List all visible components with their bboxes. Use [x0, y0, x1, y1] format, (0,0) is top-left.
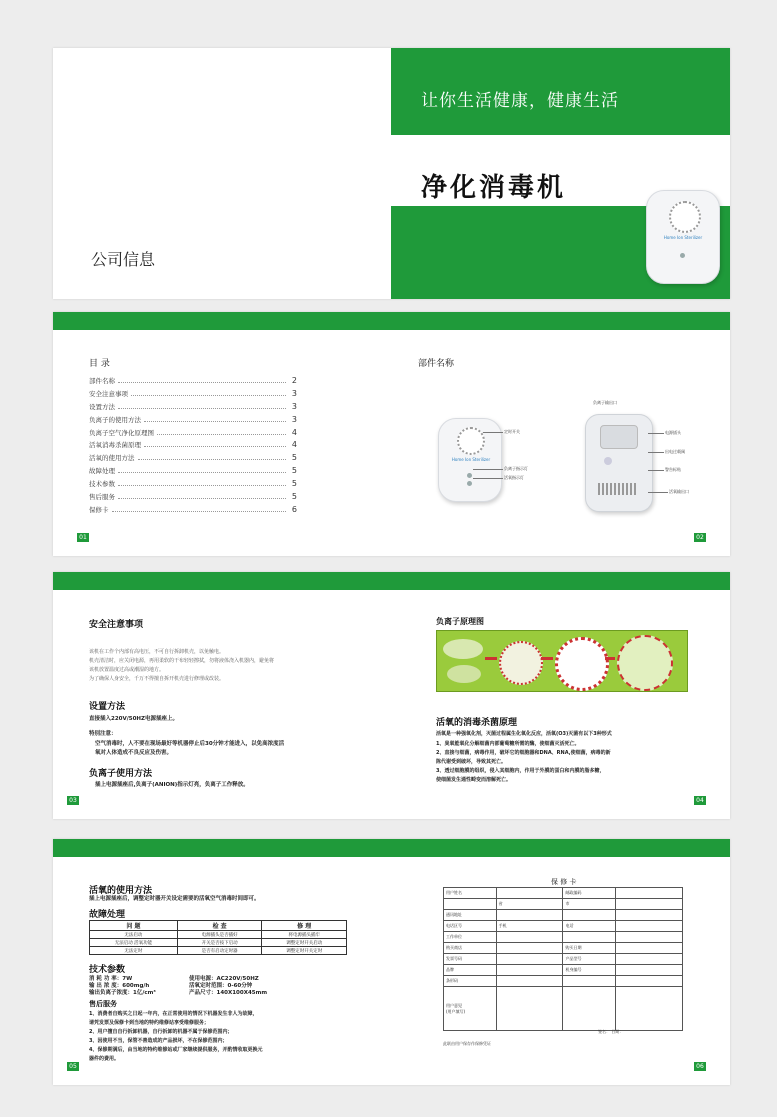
warranty-card-row [444, 943, 683, 954]
page-number: 05 [67, 1062, 79, 1071]
warranty-card-cell: 市 [563, 899, 616, 910]
spec-list [89, 976, 389, 997]
warranty-card-cell: 通讯地址 [444, 910, 497, 921]
diagram-cell [499, 641, 543, 685]
toc-leader-dots [112, 507, 287, 512]
toc-leader-dots [138, 455, 287, 460]
toc-item-label: 负离子空气净化原理图 [89, 428, 154, 437]
list-item: 4、保修期满后，由当地的特约维修站或厂家继续提供服务，并酌情收取更换元 [89, 1047, 263, 1053]
device-back-photo [585, 414, 653, 512]
table-cell: 无法启动 活氧功能 [90, 939, 178, 947]
warranty-card-row [444, 899, 683, 910]
toc-leader-dots [144, 417, 286, 422]
warranty-card-cell [496, 932, 563, 943]
green-band [53, 572, 730, 590]
warranty-card-row [444, 954, 683, 965]
warranty-card-row [444, 976, 683, 987]
table-header-row [90, 921, 347, 931]
warranty-card-row [444, 965, 683, 976]
toc-item-page: 3 [291, 414, 297, 424]
toc-item [89, 464, 297, 477]
table-cell: 调整定时开关启动 [262, 939, 347, 947]
table-cell: 电源插头是否插好 [177, 931, 262, 939]
list-item: 3、因使用不当，保管不善造成的产品损坏，不在保修范围内； [89, 1038, 228, 1044]
safety-page [53, 572, 730, 819]
indicator-light-icon [680, 253, 685, 258]
toc-leader-dots [118, 404, 286, 409]
warranty-card-cell [563, 976, 616, 987]
warranty-card-cell: 用户意见 (用户填写) [444, 987, 497, 1031]
column-header: 检 查 [177, 921, 262, 931]
warranty-card-cell [496, 976, 563, 987]
safety-title: 安全注意事项 [89, 620, 144, 630]
text-line: 为了确保人身安全，千万不得擅自拆开机壳进行修理或改装。 [89, 676, 225, 682]
table-cell: 开关是否按下启动 [177, 939, 262, 947]
fault-title: 故障处理 [89, 910, 126, 920]
warranty-card-cell [496, 888, 563, 899]
service-list [89, 1010, 389, 1064]
warranty-card-cell [616, 987, 683, 1031]
usage-title: 活氧的使用方法 [89, 886, 153, 896]
toc-item-page: 3 [291, 401, 297, 411]
arrow-icon [485, 657, 497, 660]
toc-item-page: 5 [291, 491, 297, 501]
card-sign-line: 签名： 日期： [598, 1029, 624, 1034]
green-band [53, 839, 730, 857]
table-cell: 调整定时开关定时 [262, 947, 347, 955]
callout-label: 负离子指示灯 [504, 466, 528, 471]
warranty-card-cell [616, 910, 683, 921]
diagram-title: 负离子原理图 [436, 617, 484, 626]
toc-item-page: 2 [291, 375, 297, 385]
oxygen-intro: 活氧是一种强氧化剂，灭菌过程属生化氧化反应，活氧(O3)灭菌有以下3种形式 [436, 731, 612, 737]
toc-item [89, 387, 297, 400]
warranty-card-cell [616, 921, 683, 932]
warranty-card-cell [496, 954, 563, 965]
page-number: 03 [67, 796, 79, 805]
toc-item-label: 部件名称 [89, 376, 115, 385]
list-item: 2、直接与细菌，病毒作用，破坏它的细胞器和DNA、RNA,使细菌，病毒的新 [436, 750, 611, 756]
warranty-card-cell [616, 943, 683, 954]
plug-icon [600, 425, 638, 449]
toc-title: 目 录 [89, 359, 110, 369]
toc-item-page: 5 [291, 453, 297, 463]
product-title: 净化消毒机 [421, 173, 567, 203]
warranty-card-cell: 条形码 [444, 976, 497, 987]
note-text [95, 740, 355, 758]
callout-label: 出电过载阀 [665, 449, 685, 454]
toc-leader-dots [144, 442, 286, 447]
timer-dial-icon [669, 201, 701, 233]
table-cell: 无法定时 [90, 947, 178, 955]
list-item: 陈代谢受到破坏，导致其死亡。 [436, 759, 507, 765]
warranty-card-row [444, 932, 683, 943]
warranty-card-title: 保 修 卡 [551, 878, 577, 886]
spec-item: 输出负离子浓度：1亿/cm³ [89, 990, 156, 996]
toc-item-page: 5 [291, 479, 297, 489]
toc-item-label: 设置方法 [89, 402, 115, 411]
green-band [53, 312, 730, 330]
toc-leader-dots [157, 430, 286, 435]
warranty-card-cell [616, 965, 683, 976]
toc-leader-dots [131, 391, 286, 396]
warranty-card-cell [616, 932, 683, 943]
warranty-card [443, 887, 683, 1031]
usage-line: 插上电源插座后，调整定时器开关设定需要的活氧空气消毒时间即可。 [89, 896, 260, 902]
spec-row [89, 990, 389, 997]
spec-item: 消 耗 功 率：7W [89, 976, 133, 982]
device-label: Home Ion Sterilizer [663, 235, 703, 240]
toc-item-page: 3 [291, 388, 297, 398]
toc-item-page: 6 [291, 504, 297, 514]
toc-item-page: 5 [291, 466, 297, 476]
table-cell: 无法启动 [90, 931, 178, 939]
arrow-icon [541, 657, 553, 660]
warranty-card-cell: 邮政编码 [563, 888, 616, 899]
list-item: 请凭发票及保修卡到当地的特约维修站享受维修服务； [89, 1020, 210, 1026]
toc-item [89, 438, 297, 451]
fault-table [89, 920, 347, 955]
list-item: 2、用户擅自自行拆卸机器，自行拆卸的机器不属于保修范围内； [89, 1029, 233, 1035]
warning-label-icon [604, 457, 612, 465]
list-item: 3、透过细胞膜的组织，侵入其细胞内，作用于外膜的蛋白和内膜的脂多糖， [436, 768, 605, 774]
spec-item: 产品尺寸：140X100X45mm [189, 990, 268, 996]
callout-label: 负离子输出口 [593, 400, 617, 405]
spec-title: 技术参数 [89, 965, 126, 975]
toc-item [89, 413, 297, 426]
warranty-card-cell [616, 976, 683, 987]
toc-item-page: 4 [291, 440, 297, 450]
toc-item-label: 保修卡 [89, 505, 109, 514]
toc-leader-dots [118, 468, 286, 473]
page-number: 02 [694, 533, 706, 542]
anion-line: 插上电源插座后,负离子(ANION)指示灯亮，负离子工作释放。 [95, 782, 249, 788]
indicator-light-icon [467, 481, 472, 486]
device-front-photo [438, 418, 502, 502]
warranty-card-cell [616, 888, 683, 899]
toc-item-label: 售后服务 [89, 492, 115, 501]
diagram-cell [555, 637, 609, 691]
toc-item [89, 451, 297, 464]
list-item: 1、臭氧能氧化分解细菌内部葡萄糖所需的酶，使细菌灭活死亡。 [436, 741, 580, 747]
toc-item-label: 技术参数 [89, 480, 115, 489]
cover-page [53, 48, 730, 299]
warranty-card-row [444, 910, 683, 921]
toc-item-page: 4 [291, 427, 297, 437]
warranty-card-row [444, 888, 683, 899]
callout-label: 警告标贴 [665, 467, 681, 472]
product-photo [646, 190, 720, 284]
toc-item [89, 490, 297, 503]
callout-label: 定时开关 [504, 429, 520, 434]
company-info-label: 公司信息 [91, 250, 156, 269]
card-footer: 此联由用户保存作保修凭证 [443, 1041, 491, 1046]
warranty-card-row [444, 987, 683, 1031]
specs-page [53, 839, 730, 1085]
setup-line: 直接插入220V/50HZ电源插座上。 [89, 716, 178, 722]
toc-leader-dots [118, 481, 286, 486]
warranty-card-cell [563, 932, 616, 943]
text-line: 机壳清洁时，应关闭电源，再用柔软的干布轻轻擦拭，勿将液体浇入机器内，避免将 [89, 658, 275, 664]
toc-item-label: 活氧消毒杀菌原理 [89, 441, 141, 450]
anion-principle-diagram [436, 630, 688, 692]
list-item: 使细菌发生通性畸变而溶解死亡。 [436, 777, 512, 783]
column-header: 修 理 [262, 921, 347, 931]
toc-item [89, 426, 297, 439]
device-label: Home Ion Sterilizer [451, 457, 491, 462]
arrow-icon [605, 657, 615, 660]
warranty-card-cell: 机身编号 [563, 965, 616, 976]
warranty-card-cell: 工作单位 [444, 932, 497, 943]
text-line: 氧对人体造成不良反应及伤害。 [95, 750, 173, 756]
column-header: 问 题 [90, 921, 178, 931]
diagram-bubble [443, 639, 483, 659]
warranty-card-cell: 购买商店 [444, 943, 497, 954]
toc-item-label: 活氧的使用方法 [89, 454, 135, 463]
warranty-card-cell [563, 910, 616, 921]
warranty-card-cell [496, 943, 563, 954]
warranty-card-cell: 购买日期 [563, 943, 616, 954]
table-row [90, 947, 347, 955]
diagram-bubble [447, 665, 481, 683]
warranty-card-cell [496, 965, 563, 976]
spec-row [89, 983, 389, 990]
warranty-card-cell [444, 899, 497, 910]
diagram-cell [617, 635, 673, 691]
toc-item-label: 安全注意事项 [89, 389, 128, 398]
indicator-light-icon [467, 473, 472, 478]
warranty-card-cell: 电话 [563, 921, 616, 932]
page-number: 01 [77, 533, 89, 542]
toc-item [89, 374, 297, 387]
text-line: 该机在工作个内部有高电压，不可自行拆卸机壳，以免触电。 [89, 649, 225, 655]
warranty-card-cell: 用户姓名 [444, 888, 497, 899]
setup-title: 设置方法 [89, 702, 126, 712]
warranty-card-row [444, 921, 683, 932]
toc-leader-dots [118, 494, 286, 499]
note-title: 特别注意： [89, 731, 117, 737]
callout-label: 活氧输出口 [669, 489, 689, 494]
text-line: 空气消毒时，人不要在现场最好等机器停止后30分钟才能进入，以免高浓度活 [95, 741, 285, 747]
toc-item [89, 503, 297, 516]
table-cell: 是否有启动定时器 [177, 947, 262, 955]
table-of-contents [89, 374, 297, 516]
timer-dial-icon [457, 427, 485, 455]
oxygen-title: 活氧的消毒杀菌原理 [436, 718, 518, 728]
contents-page [53, 312, 730, 556]
vent-grille-icon [598, 483, 638, 495]
toc-item [89, 400, 297, 413]
oxygen-list [436, 740, 716, 785]
list-item: 1、消费者自购买之日起一年内，在正常使用的情况下机器发生非人为故障， [89, 1011, 258, 1017]
warranty-card-cell [563, 987, 616, 1031]
warranty-card-cell: 品牌 [444, 965, 497, 976]
spec-item: 使用电源：AC220V/50HZ [189, 976, 259, 982]
parts-title: 部件名称 [418, 359, 455, 369]
table-cell: 将电源插头插牢 [262, 931, 347, 939]
toc-item-label: 故障处理 [89, 467, 115, 476]
warranty-card-cell: 电话区号 [444, 921, 497, 932]
table-row [90, 931, 347, 939]
text-line: 该机放置温度过高或潮湿的地方。 [89, 667, 165, 673]
toc-item-label: 负离子的使用方法 [89, 415, 141, 424]
table-row [90, 939, 347, 947]
page-number: 04 [694, 796, 706, 805]
warranty-card-cell: 省 [496, 899, 563, 910]
warranty-card-cell: 发票号码 [444, 954, 497, 965]
warranty-card-cell [496, 987, 563, 1031]
list-item: 器件的费用。 [89, 1056, 120, 1062]
safety-text [89, 648, 349, 684]
warranty-card-cell: 产品型号 [563, 954, 616, 965]
anion-title: 负离子使用方法 [89, 769, 153, 779]
spec-item: 活氧定时范围：0-60分钟 [189, 983, 253, 989]
slogan: 让你生活健康，健康生活 [421, 91, 619, 111]
warranty-card-cell: 手机 [496, 921, 563, 932]
toc-leader-dots [118, 378, 286, 383]
service-title: 售后服务 [89, 1000, 117, 1008]
spec-item: 输 出 浓 度：600mg/h [89, 983, 150, 989]
warranty-card-cell [496, 910, 563, 921]
warranty-card-cell [616, 954, 683, 965]
spec-row [89, 976, 389, 983]
warranty-card-cell [616, 899, 683, 910]
page-number: 06 [694, 1062, 706, 1071]
callout-label: 电源插头 [665, 430, 681, 435]
toc-item [89, 477, 297, 490]
callout-label: 活氧指示灯 [504, 475, 524, 480]
